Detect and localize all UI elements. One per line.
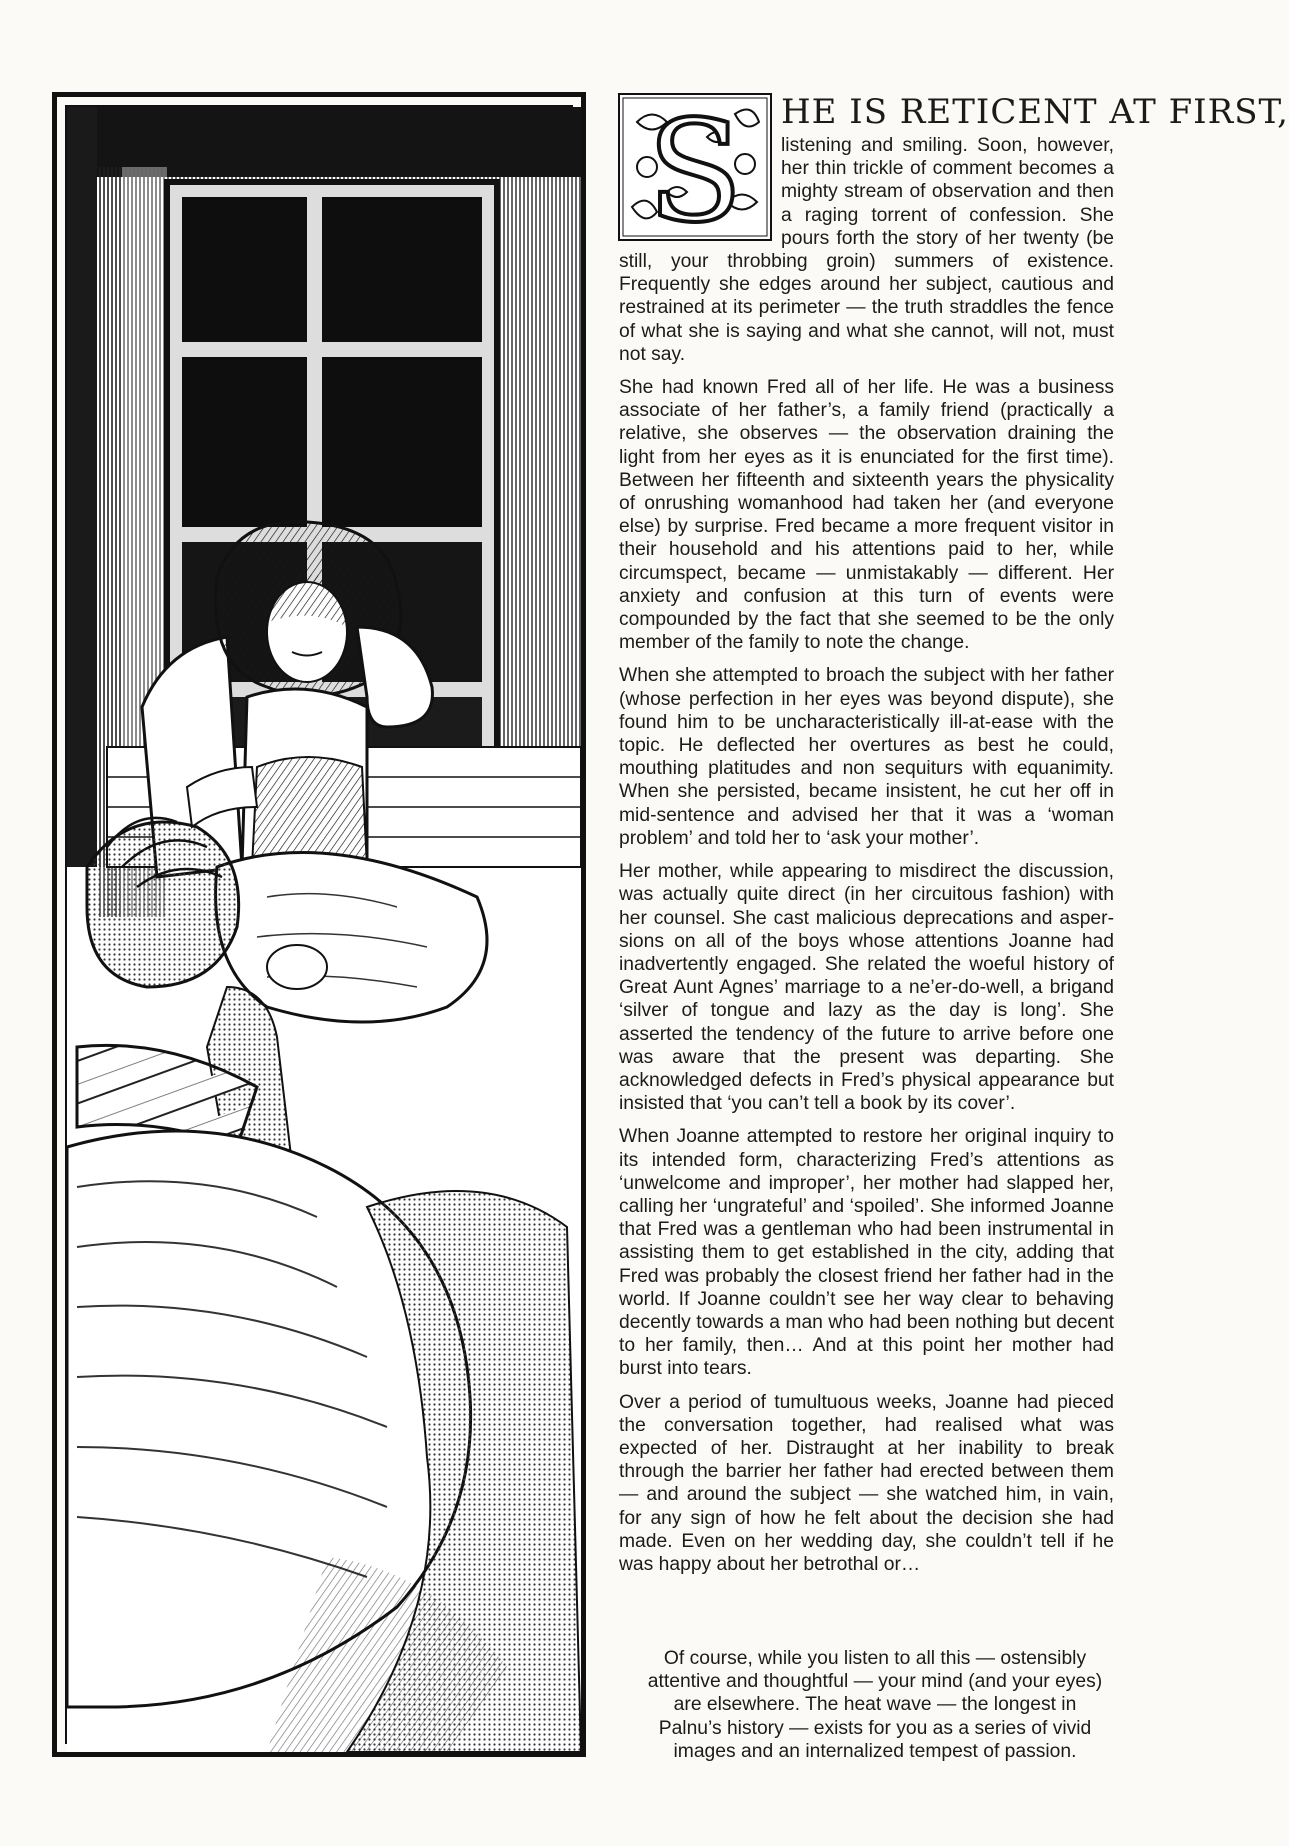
illustration-panel — [52, 92, 586, 1757]
paragraph: When Joanne attempted to restore her original inquiry to its intended form, characterizing Fred’s attentions as ‘unwelcome and improper’, her mother had slapped her, calling her ‘ungrateful’ and ‘spoiled’. She informed Joanne that Fred was a gentleman who had been instrumental in assisting them to get established in the city, adding that Fred was probably the closest friend her father had in the world. If Joanne couldn’t see her way clear to behaving decently towards a man who had been nothing but decent to her family, then… And at this point her mother had burst into tears. — [619, 1126, 1114, 1380]
paragraph: Her mother, while appearing to misdirect the discussion, was actually quite direct (in her circuitous fashion) with her counsel. She cast malicious deprecations and aspersions on all of the boys whose attentions Joanne had inadvertently engaged. She related the woeful history of Great Aunt Agnes’ marriage to a ne’er-do-well, a brigand ‘silver of tongue and lazy as the day is long’. She asserted the tendency of the future to arrive before one was aware that the present was departing. She acknowledged defects in Fred’s physical appearance but insisted that ‘you can’t tell a book by its cover’. — [619, 861, 1114, 1115]
paragraph: When she attempted to broach the subject with her father (whose perfection in her eyes was beyond dispute), she found him to be uncharacteristically ill-at-ease with the topic. He deflected her overtures as best he could, mouthing platitudes and non sequiturs with equanimity. When she persisted, became insistent, he cut her off in mid-sentence and advised her that it was a ‘woman problem’ and told her to ‘ask your mother’. — [619, 665, 1114, 849]
woman-by-window-illustration — [67, 107, 581, 1752]
foreground-head — [87, 822, 239, 987]
headline: HE IS RETICENT AT FIRST, — [781, 92, 1289, 132]
body-text — [619, 134, 1114, 1576]
paragraph: listening and smiling. Soon, however, her thin trickle of comment becomes a mighty stream of observation and then a raging torrent of confession. She pours forth the story of her twenty (be still, your throbbing groin) summers of existence. Frequently she edges around her subject, cautious and restrained at its perimeter — the truth straddles the fence of what she is saying and what she cannot, will not, must not say. — [619, 135, 1114, 365]
ornate-drop-cap-s — [617, 91, 773, 254]
closing-caption: Of course, while you listen to all this — ostensibly attentive and thoughtful — your mind (and your eyes) are elsewhere. The heat wave — the longest in Palnu’s history — exists for you as a series of vivid images and an internalized tempest of passion. — [647, 1648, 1103, 1762]
article-column — [619, 91, 1289, 1586]
paragraph: Over a period of tumultuous weeks, Joanne had pieced the conversation together, had realised what was expected of her. Distraught at her inability to break through the barrier her father had erected between them — and around the subject — she watched him, in vain, for any sign of how he felt about the decision she had made. Even on her wedding day, she couldn’t tell if he was happy about her betrothal or… — [619, 1391, 1114, 1575]
drop-cap-letter: S — [647, 91, 743, 254]
illustration-frame — [65, 105, 573, 1744]
paragraph: She had known Fred all of her life. He was a business associate of her father’s, a family friend (practically a relative, she observes — the observation draining the light from her eyes as it is enunciated for the first time). Between her fifteenth and sixteenth years the physicality of onrushing womanhood had taken her (and everyone else) by surprise. Fred became a more frequent visitor in their household and his attentions paid to her, while circumspect, became — unmistakably — different. Her anxiety and confusion at this turn of events were compounded by the fact that she seemed to be the only member of the family to note the change. — [619, 377, 1114, 654]
